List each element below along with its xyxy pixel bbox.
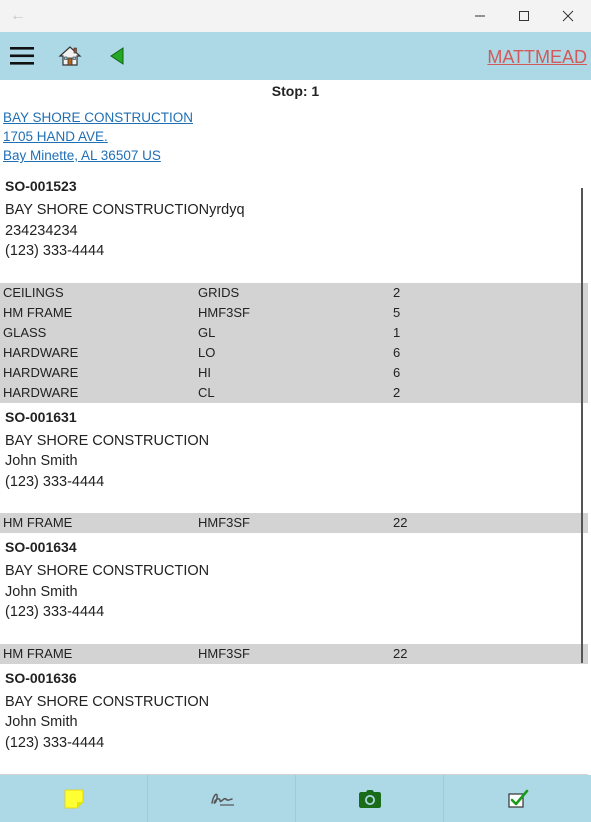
item-row	[0, 323, 588, 343]
item-qty: 6	[393, 364, 401, 380]
item-qty: 22	[393, 645, 408, 661]
sticky-note-icon	[63, 788, 85, 810]
green-left-triangle-icon	[110, 47, 124, 65]
item-row	[0, 363, 588, 383]
phone-number: (123) 333-4444	[5, 473, 105, 490]
order-id: SO-001631	[5, 408, 77, 425]
item-category: HARDWARE	[3, 384, 79, 400]
order-card[interactable]	[0, 403, 591, 534]
order-card[interactable]	[0, 533, 591, 664]
phone-number: (123) 333-4444	[5, 604, 105, 620]
order-items	[0, 644, 588, 664]
note-button[interactable]	[0, 775, 148, 822]
item-category: GLASS	[3, 324, 47, 340]
window-titlebar	[0, 0, 591, 32]
item-code: LO	[198, 344, 216, 360]
maximize-icon	[518, 10, 530, 22]
address-line-3[interactable]: Bay Minette, AL 36507 US	[3, 148, 161, 163]
stop-address	[3, 108, 193, 165]
minimize-icon	[474, 10, 486, 22]
username-link[interactable]: MATTMEAD	[487, 47, 587, 67]
item-qty: 2	[393, 384, 401, 400]
item-category: HARDWARE	[3, 364, 79, 380]
order-info	[0, 431, 591, 493]
bottom-toolbar	[0, 775, 591, 822]
item-row	[0, 644, 588, 664]
previous-button[interactable]	[106, 45, 128, 67]
address-line-1[interactable]: BAY SHORE CONSTRUCTION	[3, 110, 194, 125]
complete-button[interactable]	[444, 775, 591, 822]
item-qty: 5	[393, 304, 401, 320]
item-category: HARDWARE	[3, 344, 79, 360]
item-category: HM FRAME	[3, 515, 73, 530]
phone-number: (123) 333-4444	[5, 243, 105, 259]
app-header	[0, 32, 591, 80]
item-code: HMF3SF	[198, 515, 250, 530]
item-category: HM FRAME	[3, 645, 73, 661]
home-button[interactable]	[57, 43, 83, 69]
signature-icon	[208, 789, 236, 809]
customer-name: BAY SHORE CONSTRUCTIONyrdyq	[5, 202, 245, 218]
order-card[interactable]	[0, 172, 591, 403]
contact-name: John Smith	[5, 714, 78, 730]
order-id: SO-001523	[5, 178, 77, 194]
item-qty: 2	[393, 284, 401, 300]
item-code: HMF3SF	[198, 304, 250, 320]
close-button[interactable]	[545, 0, 591, 32]
item-code: GL	[198, 324, 216, 340]
contact-name: 234234234	[5, 222, 78, 239]
hamburger-icon	[10, 47, 34, 65]
item-qty: 22	[393, 515, 408, 530]
close-icon	[562, 10, 574, 22]
address-line-2[interactable]: 1705 HAND AVE.	[3, 129, 108, 144]
contact-name: John Smith	[5, 453, 78, 469]
item-category: HM FRAME	[3, 304, 73, 320]
item-row	[0, 383, 588, 403]
home-icon	[59, 45, 81, 67]
item-code: HMF3SF	[198, 645, 250, 661]
item-row	[0, 303, 588, 323]
camera-button[interactable]	[296, 775, 444, 822]
order-items	[0, 283, 588, 403]
customer-name: BAY SHORE CONSTRUCTION	[5, 563, 210, 579]
order-items	[0, 513, 588, 533]
item-row	[0, 283, 588, 303]
item-code: GRIDS	[198, 284, 240, 300]
signature-button[interactable]	[148, 775, 296, 822]
back-arrow-icon[interactable]: ←	[10, 7, 26, 24]
order-id: SO-001636	[5, 669, 77, 686]
item-row	[0, 513, 588, 533]
item-qty: 1	[393, 324, 401, 340]
menu-button[interactable]	[8, 44, 36, 68]
orders-list[interactable]	[0, 172, 591, 768]
item-qty: 6	[393, 344, 401, 360]
contact-name: John Smith	[5, 583, 78, 600]
stop-title: Stop: 1	[271, 83, 320, 99]
phone-number: (123) 333-4444	[5, 734, 105, 751]
order-info	[0, 200, 591, 262]
maximize-button[interactable]	[501, 0, 547, 32]
item-code: CL	[198, 384, 215, 400]
item-code: HI	[198, 364, 211, 380]
order-info	[0, 561, 591, 623]
order-id: SO-001634	[5, 539, 77, 555]
item-row	[0, 343, 588, 363]
item-category: CEILINGS	[3, 284, 64, 300]
customer-name: BAY SHORE CONSTRUCTION	[5, 432, 210, 449]
camera-icon	[358, 789, 382, 809]
minimize-button[interactable]	[457, 0, 503, 32]
customer-name: BAY SHORE CONSTRUCTION	[5, 693, 210, 710]
checkbox-check-icon	[507, 789, 529, 809]
vertical-scrollbar[interactable]	[581, 188, 583, 663]
order-info	[0, 692, 591, 754]
